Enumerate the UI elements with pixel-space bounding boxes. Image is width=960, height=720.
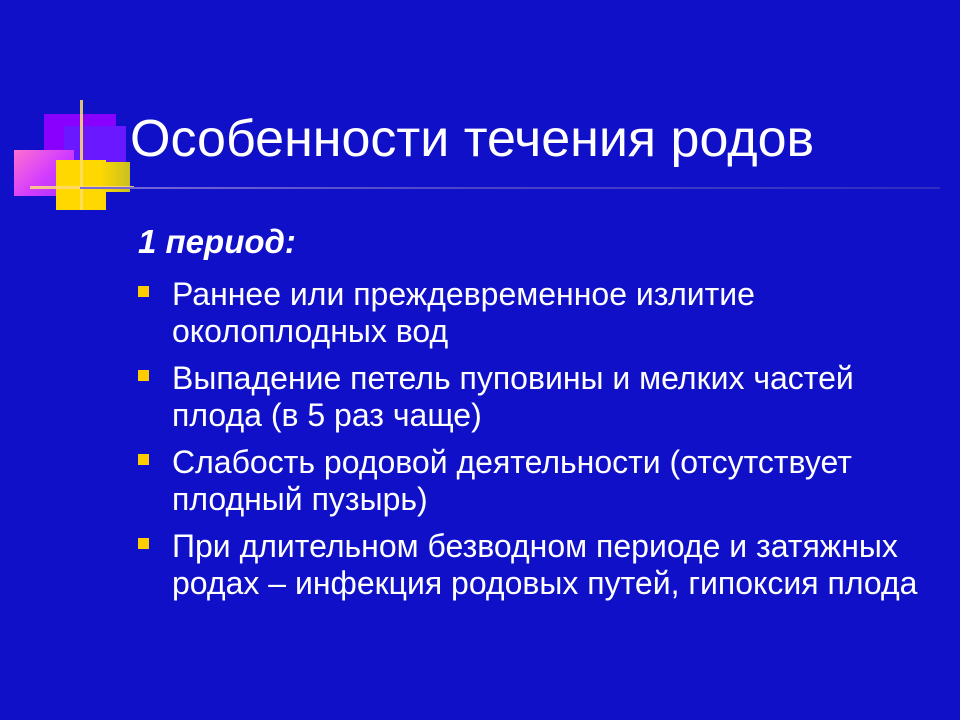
slide-body xyxy=(138,220,928,612)
bullet-item xyxy=(138,360,928,434)
bullet-item xyxy=(138,528,928,602)
square-bullet-icon xyxy=(138,538,149,549)
bullet-item xyxy=(138,444,928,518)
bullet-text: Слабость родовой деятельности (отсутствует плодный пузырь) xyxy=(172,444,852,517)
bullet-text: Выпадение петель пуповины и мелких частей плода (в 5 раз чаще) xyxy=(172,360,854,433)
square-bullet-icon xyxy=(138,370,149,381)
square-bullet-icon xyxy=(138,454,149,465)
period-heading: 1 период: xyxy=(138,223,296,260)
square-bullet-icon xyxy=(138,286,149,297)
bullet-list xyxy=(138,276,928,602)
slide-title: Особенности течения родов xyxy=(130,110,815,168)
title-underline xyxy=(80,187,940,189)
decorative-vertical-line xyxy=(80,100,83,210)
bullet-text: При длительном безводном периоде и затяжных родах – инфекция родовых путей, гипоксия плода xyxy=(172,528,918,601)
bullet-item xyxy=(138,276,928,350)
bullet-text: Раннее или преждевременное излитие околоплодных вод xyxy=(172,276,755,349)
